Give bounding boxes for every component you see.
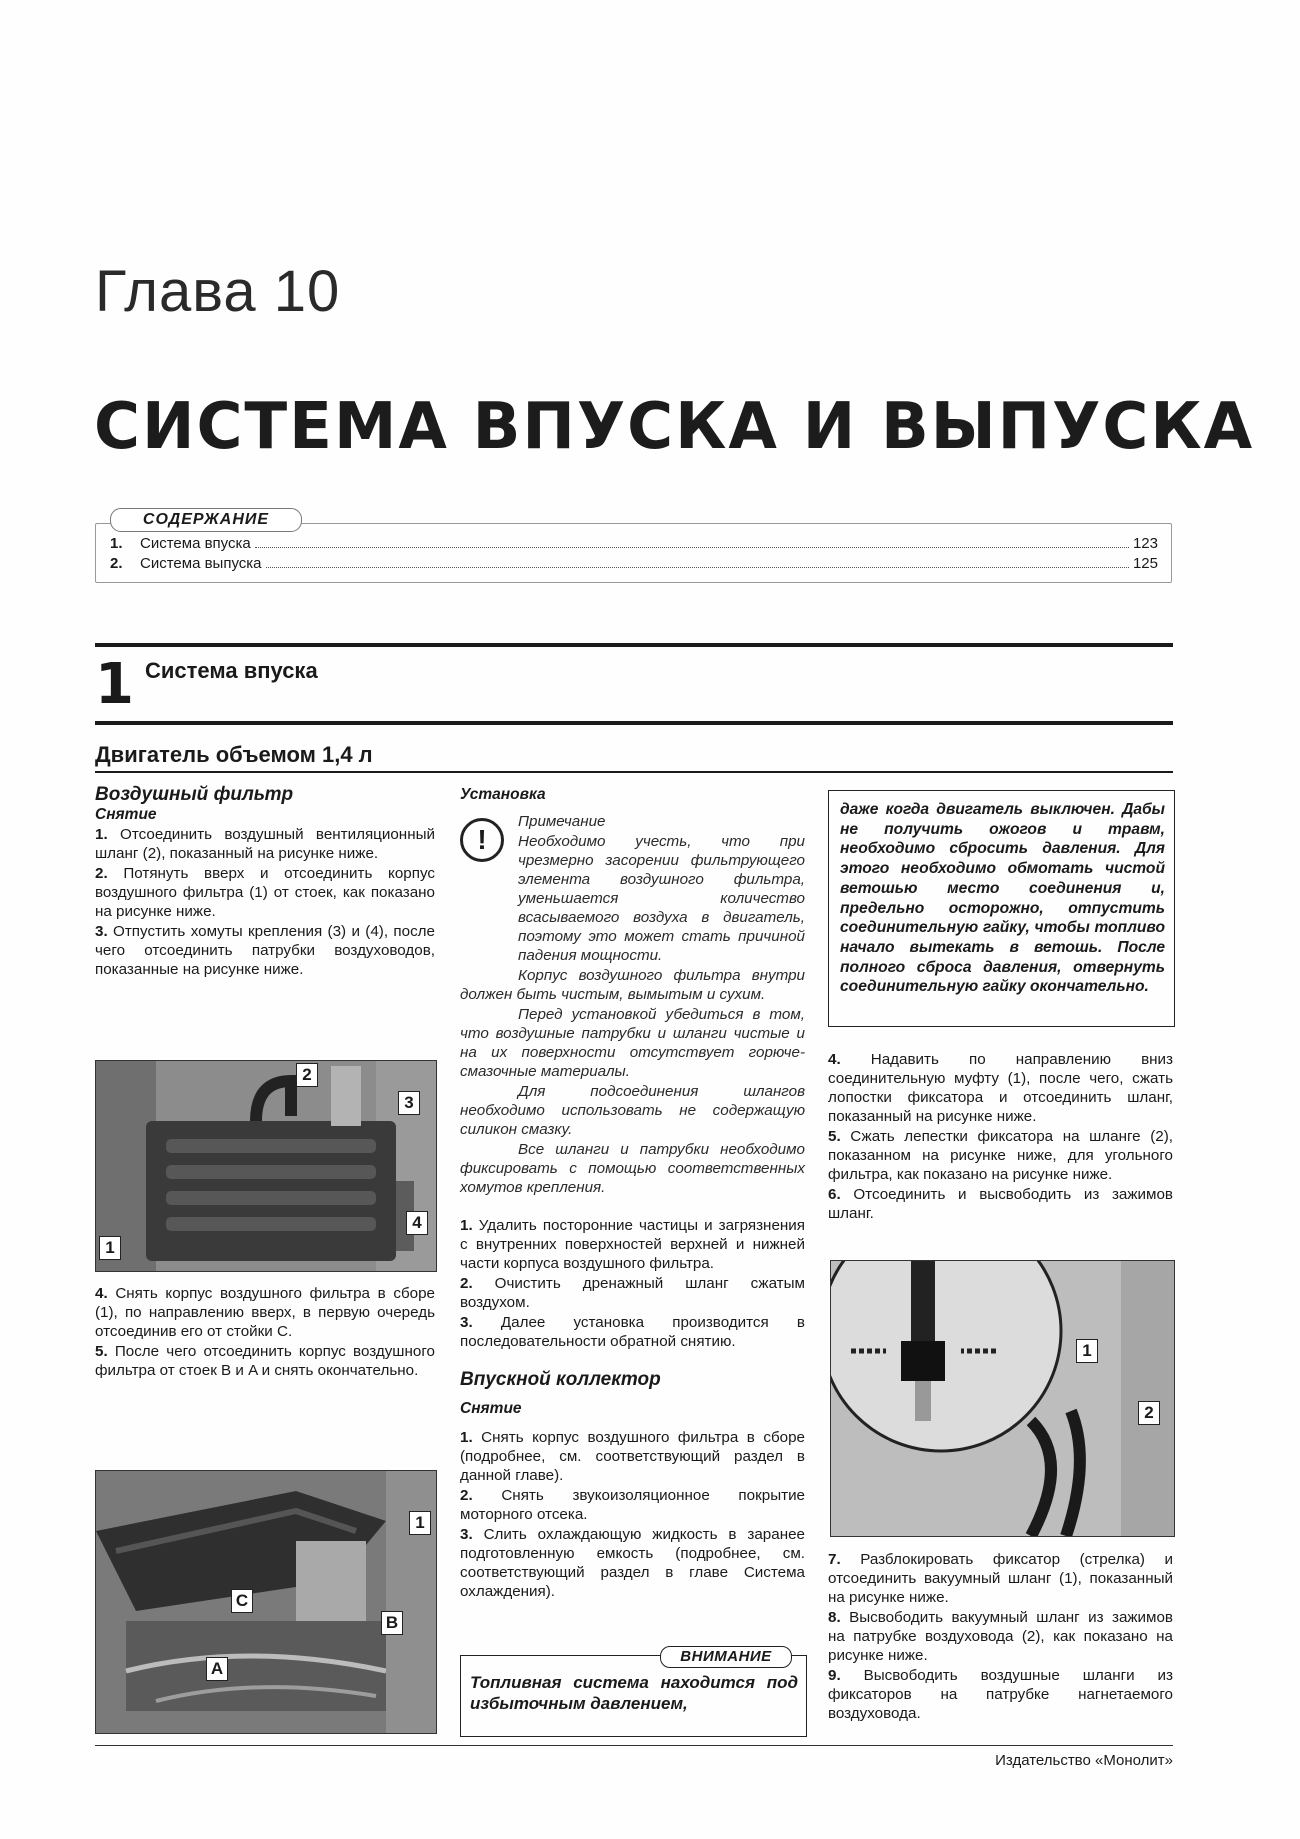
step-item: 4. Надавить по направлению вниз соединительную муфту (1), после чего, сжать лопостки фиксатора и отсоединить шланг, показанный на рисунке ниже. [828, 1051, 1173, 1125]
install-heading: Установка [460, 786, 546, 803]
callout-label: B [381, 1611, 403, 1635]
section-title: Система впуска [145, 658, 318, 683]
air-filter-illustration [96, 1061, 436, 1271]
column-2 [460, 785, 805, 1602]
note-paragraph: Для подсоединения шлангов необходимо использовать не содержащую силикон смазку. [460, 1083, 805, 1138]
warning-text: Топливная система находится под избыточным давлением, [470, 1673, 798, 1713]
subsection-title: Двигатель объемом 1,4 л [95, 742, 373, 767]
toc-item-title: Система выпуска [140, 555, 262, 572]
column-3 [828, 1050, 1173, 1224]
manifold-subheading: Снятие [460, 1400, 522, 1417]
step-item: 3. Отпустить хомуты крепления (3) и (4), после чего отсоединить патрубки воздуховодов, показанные на рисунке ниже. [95, 923, 435, 978]
toc-item-title: Система впуска [140, 535, 251, 552]
chapter-title: СИСТЕМА ВПУСКА И ВЫПУСКА [94, 390, 1255, 464]
toc-item-num: 1. [110, 535, 123, 552]
toc-heading: СОДЕРЖАНИЕ [110, 508, 302, 532]
step-item: 3. Далее установка производится в последовательности обратной снятию. [460, 1314, 805, 1350]
step-item: 7. Разблокировать фиксатор (стрелка) и отсоединить вакуумный шланг (1), показанный на рисунке ниже. [828, 1551, 1173, 1606]
callout-label: 1 [99, 1236, 121, 1260]
callout-label: 2 [296, 1063, 318, 1087]
step-item: 9. Высвободить воздушные шланги из фиксаторов на патрубке нагнетаемого воздуховода. [828, 1667, 1173, 1722]
footer-publisher: Издательство «Монолит» [995, 1752, 1173, 1769]
warning-tab: ВНИМАНИЕ [660, 1646, 792, 1668]
step-item: 1. Снять корпус воздушного фильтра в сборе (подробнее, см. соответствующий раздел в данной главе). [460, 1429, 805, 1484]
section-rule-bottom [95, 721, 1173, 725]
subsection-rule [95, 771, 1173, 773]
column-3-lower [828, 1550, 1173, 1724]
callout-label: 3 [398, 1091, 420, 1115]
step-item: 2. Снять звукоизоляционное покрытие моторного отсека. [460, 1487, 805, 1523]
chapter-label: Глава 10 [95, 259, 341, 324]
section-number: 1 [95, 652, 134, 717]
callout-label: 2 [1138, 1401, 1160, 1425]
warning-continuation-text: даже когда двигатель выключен. Дабы не получить ожогов и травм, необходимо сбросить давления. Для этого необходимо обмотать чистой ветошью место соединения и, предельно осторожно, отпустить соединительную гайку, чтобы топливо начало вытекать в ветошь. После полного сброса давления, отвернуть соединительную гайку окончательно. [840, 801, 1165, 996]
footer-rule [95, 1745, 1173, 1746]
hoses-photo [830, 1260, 1175, 1537]
step-item: 2. Потянуть вверх и отсоединить корпус воздушного фильтра (1) от стоек, как показано на рисунке ниже. [95, 865, 435, 920]
toc-item-num: 2. [110, 555, 123, 572]
toc-dots [255, 547, 1129, 548]
step-item: 2. Очистить дренажный шланг сжатым воздухом. [460, 1275, 805, 1311]
air-filter-heading: Воздушный фильтр [95, 784, 294, 805]
step-item: 5. После чего отсоединить корпус воздушного фильтра от стоек B и A и снять окончательно. [95, 1343, 435, 1379]
step-item: 8. Высвободить вакуумный шланг из зажимов на патрубке воздуховода (2), как показано на рисунке ниже. [828, 1609, 1173, 1664]
toc-item[interactable] [110, 535, 1158, 552]
toc-item-page: 125 [1132, 555, 1158, 572]
note-block [460, 812, 805, 1197]
filter-mounts-photo [95, 1470, 437, 1734]
exclamation-icon: ! [460, 818, 504, 862]
hoses-illustration [831, 1261, 1174, 1536]
note-paragraph: Все шланги и патрубки необходимо фиксировать с помощью соответственных хомутов крепления. [460, 1141, 805, 1196]
note-paragraph: Необходимо учесть, что при чрезмерно засорении фильтрующего элемента воздушного фильтра, уменьшается количество всасываемого воздуха в двигатель, поэтому это может стать причиной падения мощности. [518, 833, 805, 964]
step-item: 3. Слить охлаждающую жидкость в заранее подготовленную емкость (подробнее, см. соответствующий раздел в главе Система охлаждения). [460, 1526, 805, 1600]
section-rule-top [95, 643, 1173, 647]
column-1 [95, 785, 435, 980]
toc-dots [266, 567, 1129, 568]
toc-item-page: 123 [1132, 535, 1158, 552]
toc-item[interactable] [110, 555, 1158, 572]
callout-label: 1 [409, 1511, 431, 1535]
callout-label: C [231, 1589, 253, 1613]
callout-label: 1 [1076, 1339, 1098, 1363]
removal-subheading: Снятие [95, 806, 157, 823]
step-item: 5. Сжать лепестки фиксатора на шланге (2), показанном на рисунке ниже, для угольного фильтра, как показано на рисунке ниже. [828, 1128, 1173, 1183]
manifold-heading: Впускной коллектор [460, 1369, 661, 1390]
note-paragraph: Перед установкой убедиться в том, что воздушные патрубки и шланги чистые и на их поверхности отсутствует горюче-смазочные материалы. [460, 1006, 805, 1080]
toc-box [95, 523, 1172, 583]
filter-mounts-illustration [96, 1471, 436, 1733]
step-item: 1. Удалить посторонние частицы и загрязнения с внутренних поверхностей верхней и нижней части корпуса воздушного фильтра. [460, 1217, 805, 1272]
step-item: 4. Снять корпус воздушного фильтра в сборе (1), по направлению вверх, в первую очередь отсоединив его от стойки C. [95, 1285, 435, 1340]
note-paragraph: Корпус воздушного фильтра внутри должен быть чистым, вымытым и сухим. [460, 967, 805, 1003]
callout-label: A [206, 1657, 228, 1681]
note-title: Примечание [518, 813, 606, 830]
column-1-lower [95, 1284, 435, 1381]
step-item: 1. Отсоединить воздушный вентиляционный шланг (2), показанный на рисунке ниже. [95, 826, 435, 862]
callout-label: 4 [406, 1211, 428, 1235]
air-filter-photo [95, 1060, 437, 1272]
step-item: 6. Отсоединить и высвободить из зажимов шланг. [828, 1186, 1173, 1222]
